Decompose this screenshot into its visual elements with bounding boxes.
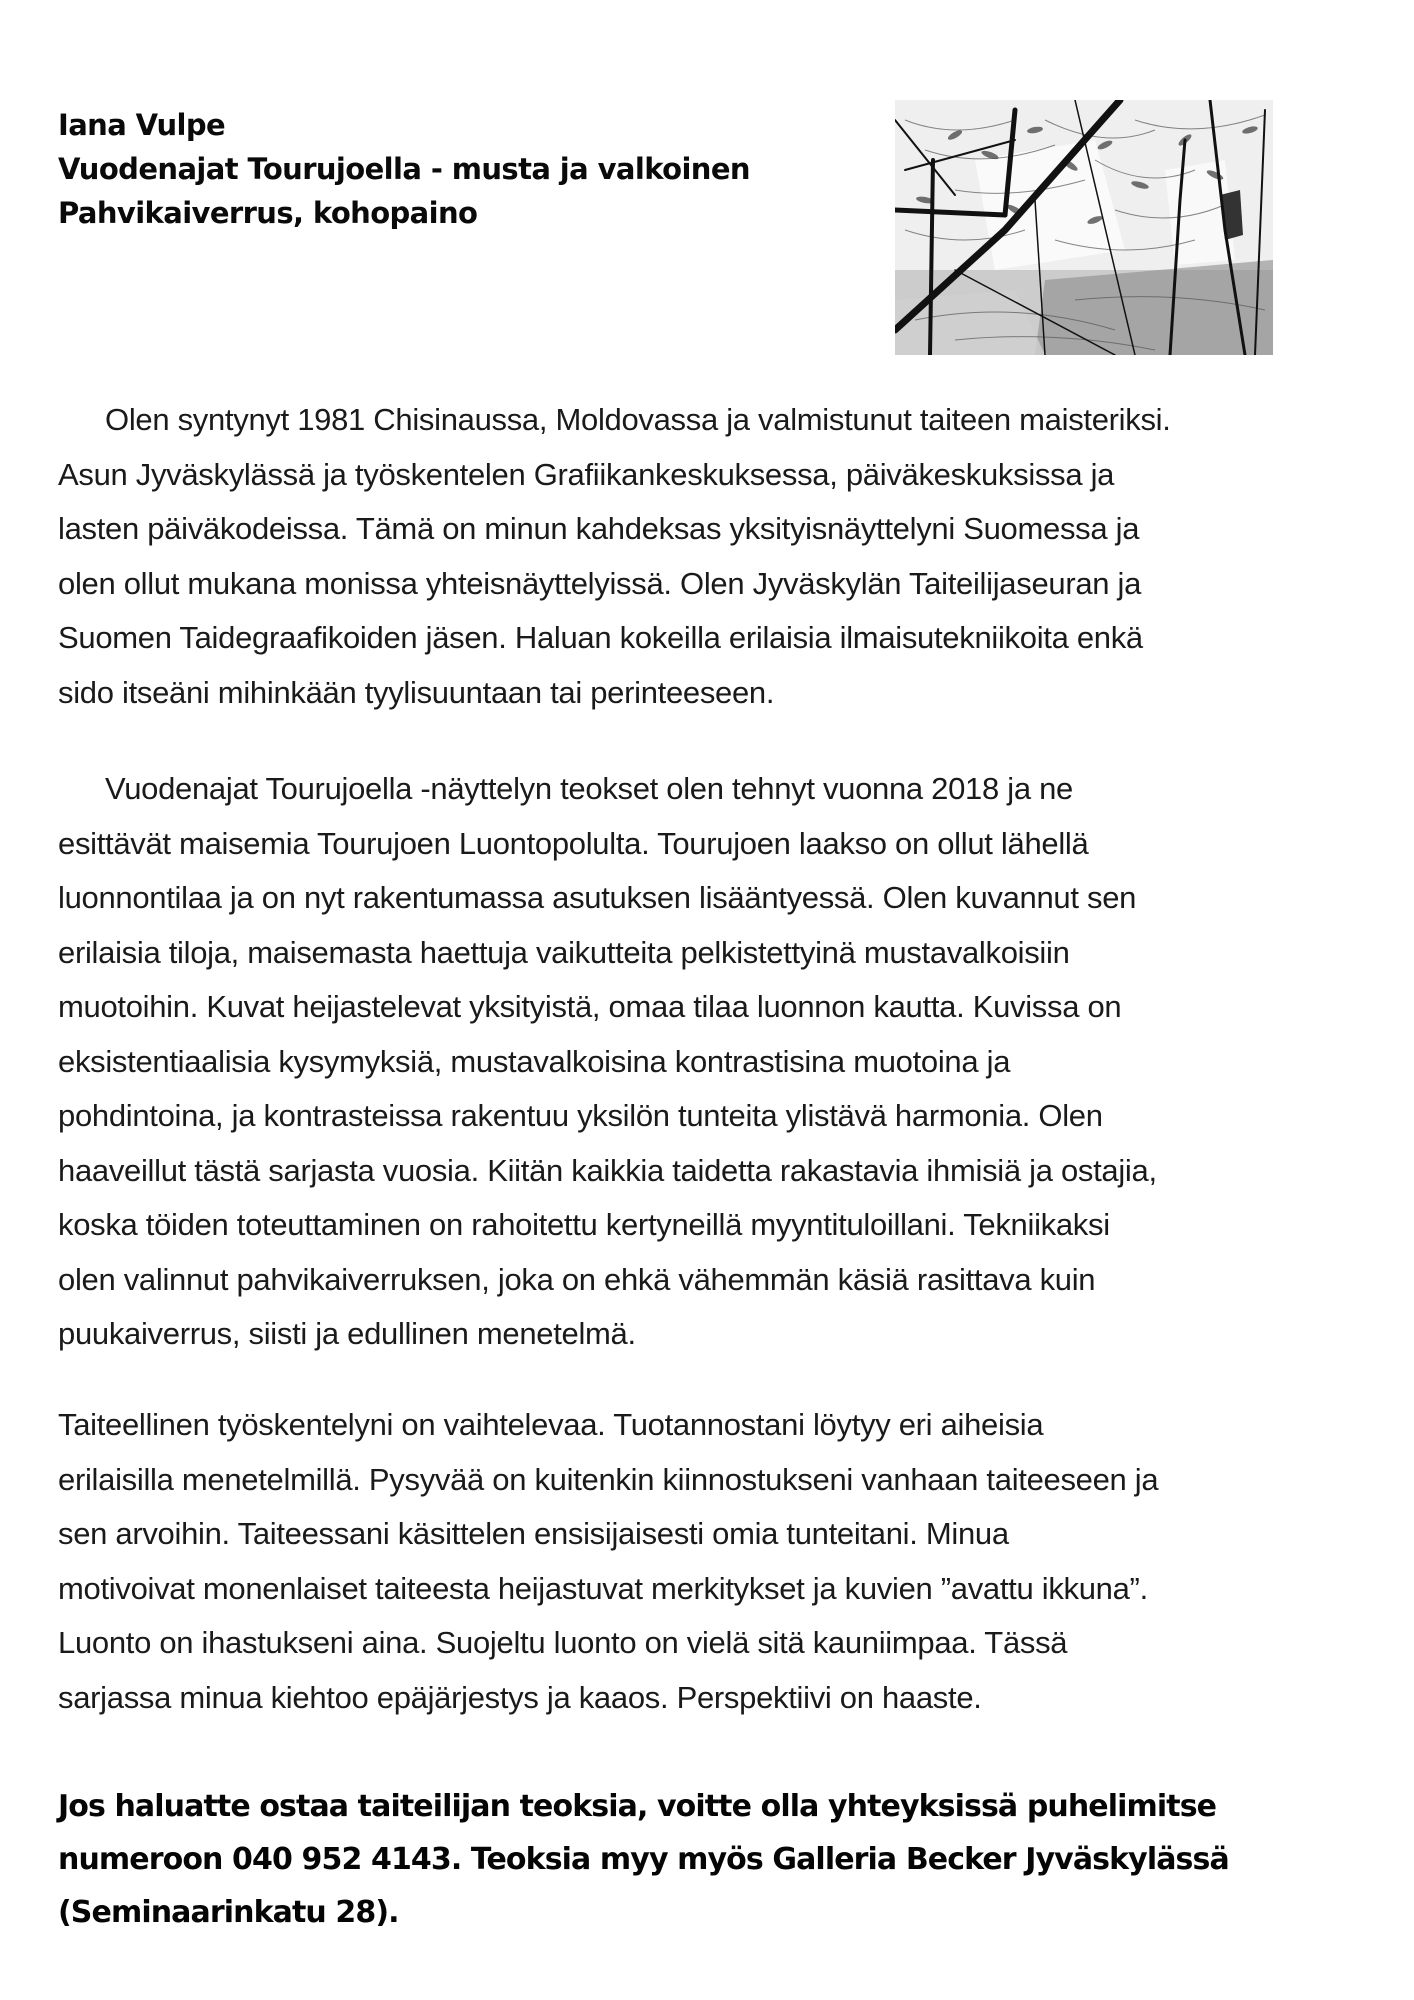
paragraph-line: motivoivat monenlaiset taiteesta heijastuvat merkitykset ja kuvien ”avattu ikkuna”. — [58, 1570, 1148, 1606]
paragraph-line: puukaiverrus, siisti ja edullinen menetelmä. — [58, 1316, 636, 1351]
paragraph-line: luonnontilaa ja on nyt rakentumassa asutuksen lisääntyessä. Olen kuvannut sen — [58, 880, 1137, 915]
header-block — [58, 103, 750, 235]
paragraph-line: olen ollut mukana monissa yhteisnäyttelyissä. Olen Jyväskylän Taiteilijaseuran ja — [58, 565, 1142, 601]
paragraph-biography — [58, 393, 1171, 720]
paragraph-line: lasten päiväkodeissa. Tämä on minun kahdeksas yksityisnäyttelyni Suomessa ja — [58, 511, 1140, 546]
paragraph-line: erilaisia tiloja, maisemasta haettuja vaikutteita pelkistettyinä mustavalkoisiin — [58, 934, 1070, 970]
paragraph-line: eksistentiaalisia kysymyksiä, mustavalkoisina kontrastisina muotoina ja — [58, 1043, 1011, 1079]
artwork-engraving-illustration — [895, 100, 1273, 355]
paragraph-line: sarjassa minua kiehtoo epäjärjestys ja kaaos. Perspektiivi on haaste. — [58, 1679, 982, 1715]
technique-label: Pahvikaiverrus, kohopaino — [58, 196, 478, 230]
paragraph-line: muotoihin. Kuvat heijastelevat yksityistä, omaa tilaa luonnon kautta. Kuvissa on — [58, 989, 1122, 1024]
paragraph-line: Olen syntynyt 1981 Chisinaussa, Moldovassa ja valmistunut taiteen maisteriksi. — [105, 402, 1171, 437]
paragraph-line: Taiteellinen työskentelyni on vaihtelevaa. Tuotannostani löytyy eri aiheisia — [58, 1407, 1044, 1442]
paragraph-artistic-work — [58, 1398, 1158, 1725]
contact-line: numeroon 040 952 4143. Teoksia myy myös Galleria Becker Jyväskylässä — [58, 1842, 1229, 1877]
paragraph-line: Vuodenajat Tourujoella -näyttelyn teokset olen tehnyt vuonna 2018 ja ne — [105, 771, 1073, 806]
paragraph-line: Luonto on ihastukseni aina. Suojeltu luonto on vielä sitä kauniimpaa. Tässä — [58, 1625, 1068, 1660]
paragraph-line: pohdintoina, ja kontrasteissa rakentuu yksilön tunteita ylistävä harmonia. Olen — [58, 1098, 1103, 1133]
paragraph-line: Suomen Taidegraafikoiden jäsen. Haluan kokeilla erilaisia ilmaisutekniikoita enkä — [58, 620, 1143, 655]
paragraph-line: olen valinnut pahvikaiverruksen, joka on ehkä vähemmän käsiä rasittava kuin — [58, 1261, 1096, 1297]
contact-line: Jos haluatte ostaa taiteilijan teoksia, voitte olla yhteyksissä puhelimitse — [58, 1789, 1217, 1824]
paragraph-line: Asun Jyväskylässä ja työskentelen Grafiikankeskuksessa, päiväkeskuksissa ja — [58, 456, 1115, 492]
paragraph-line: esittävät maisemia Tourujoen Luontopolulta. Tourujoen laakso on ollut lähellä — [58, 825, 1089, 861]
paragraph-line: erilaisilla menetelmillä. Pysyvää on kuitenkin kiinnostukseni vanhaan taiteeseen ja — [58, 1461, 1159, 1497]
exhibition-title: Vuodenajat Tourujoella - musta ja valkoinen — [58, 152, 750, 186]
paragraph-exhibition — [58, 762, 1157, 1362]
paragraph-line: sido itseäni mihinkään tyylisuuntaan tai perinteeseen. — [58, 674, 775, 710]
artist-name: Iana Vulpe — [58, 108, 226, 142]
paragraph-line: haaveillut tästä sarjasta vuosia. Kiitän kaikkia taidetta rakastavia ihmisiä ja ostajia, — [58, 1152, 1157, 1188]
contact-line: (Seminaarinkatu 28). — [58, 1895, 399, 1930]
contact-info — [58, 1780, 1229, 1939]
paragraph-line: koska töiden toteuttaminen on rahoitettu kertyneillä myyntituloillani. Tekniikaksi — [58, 1207, 1110, 1242]
artwork-image — [895, 100, 1273, 355]
paragraph-line: sen arvoihin. Taiteessani käsittelen ensisijaisesti omia tunteitani. Minua — [58, 1516, 1009, 1551]
